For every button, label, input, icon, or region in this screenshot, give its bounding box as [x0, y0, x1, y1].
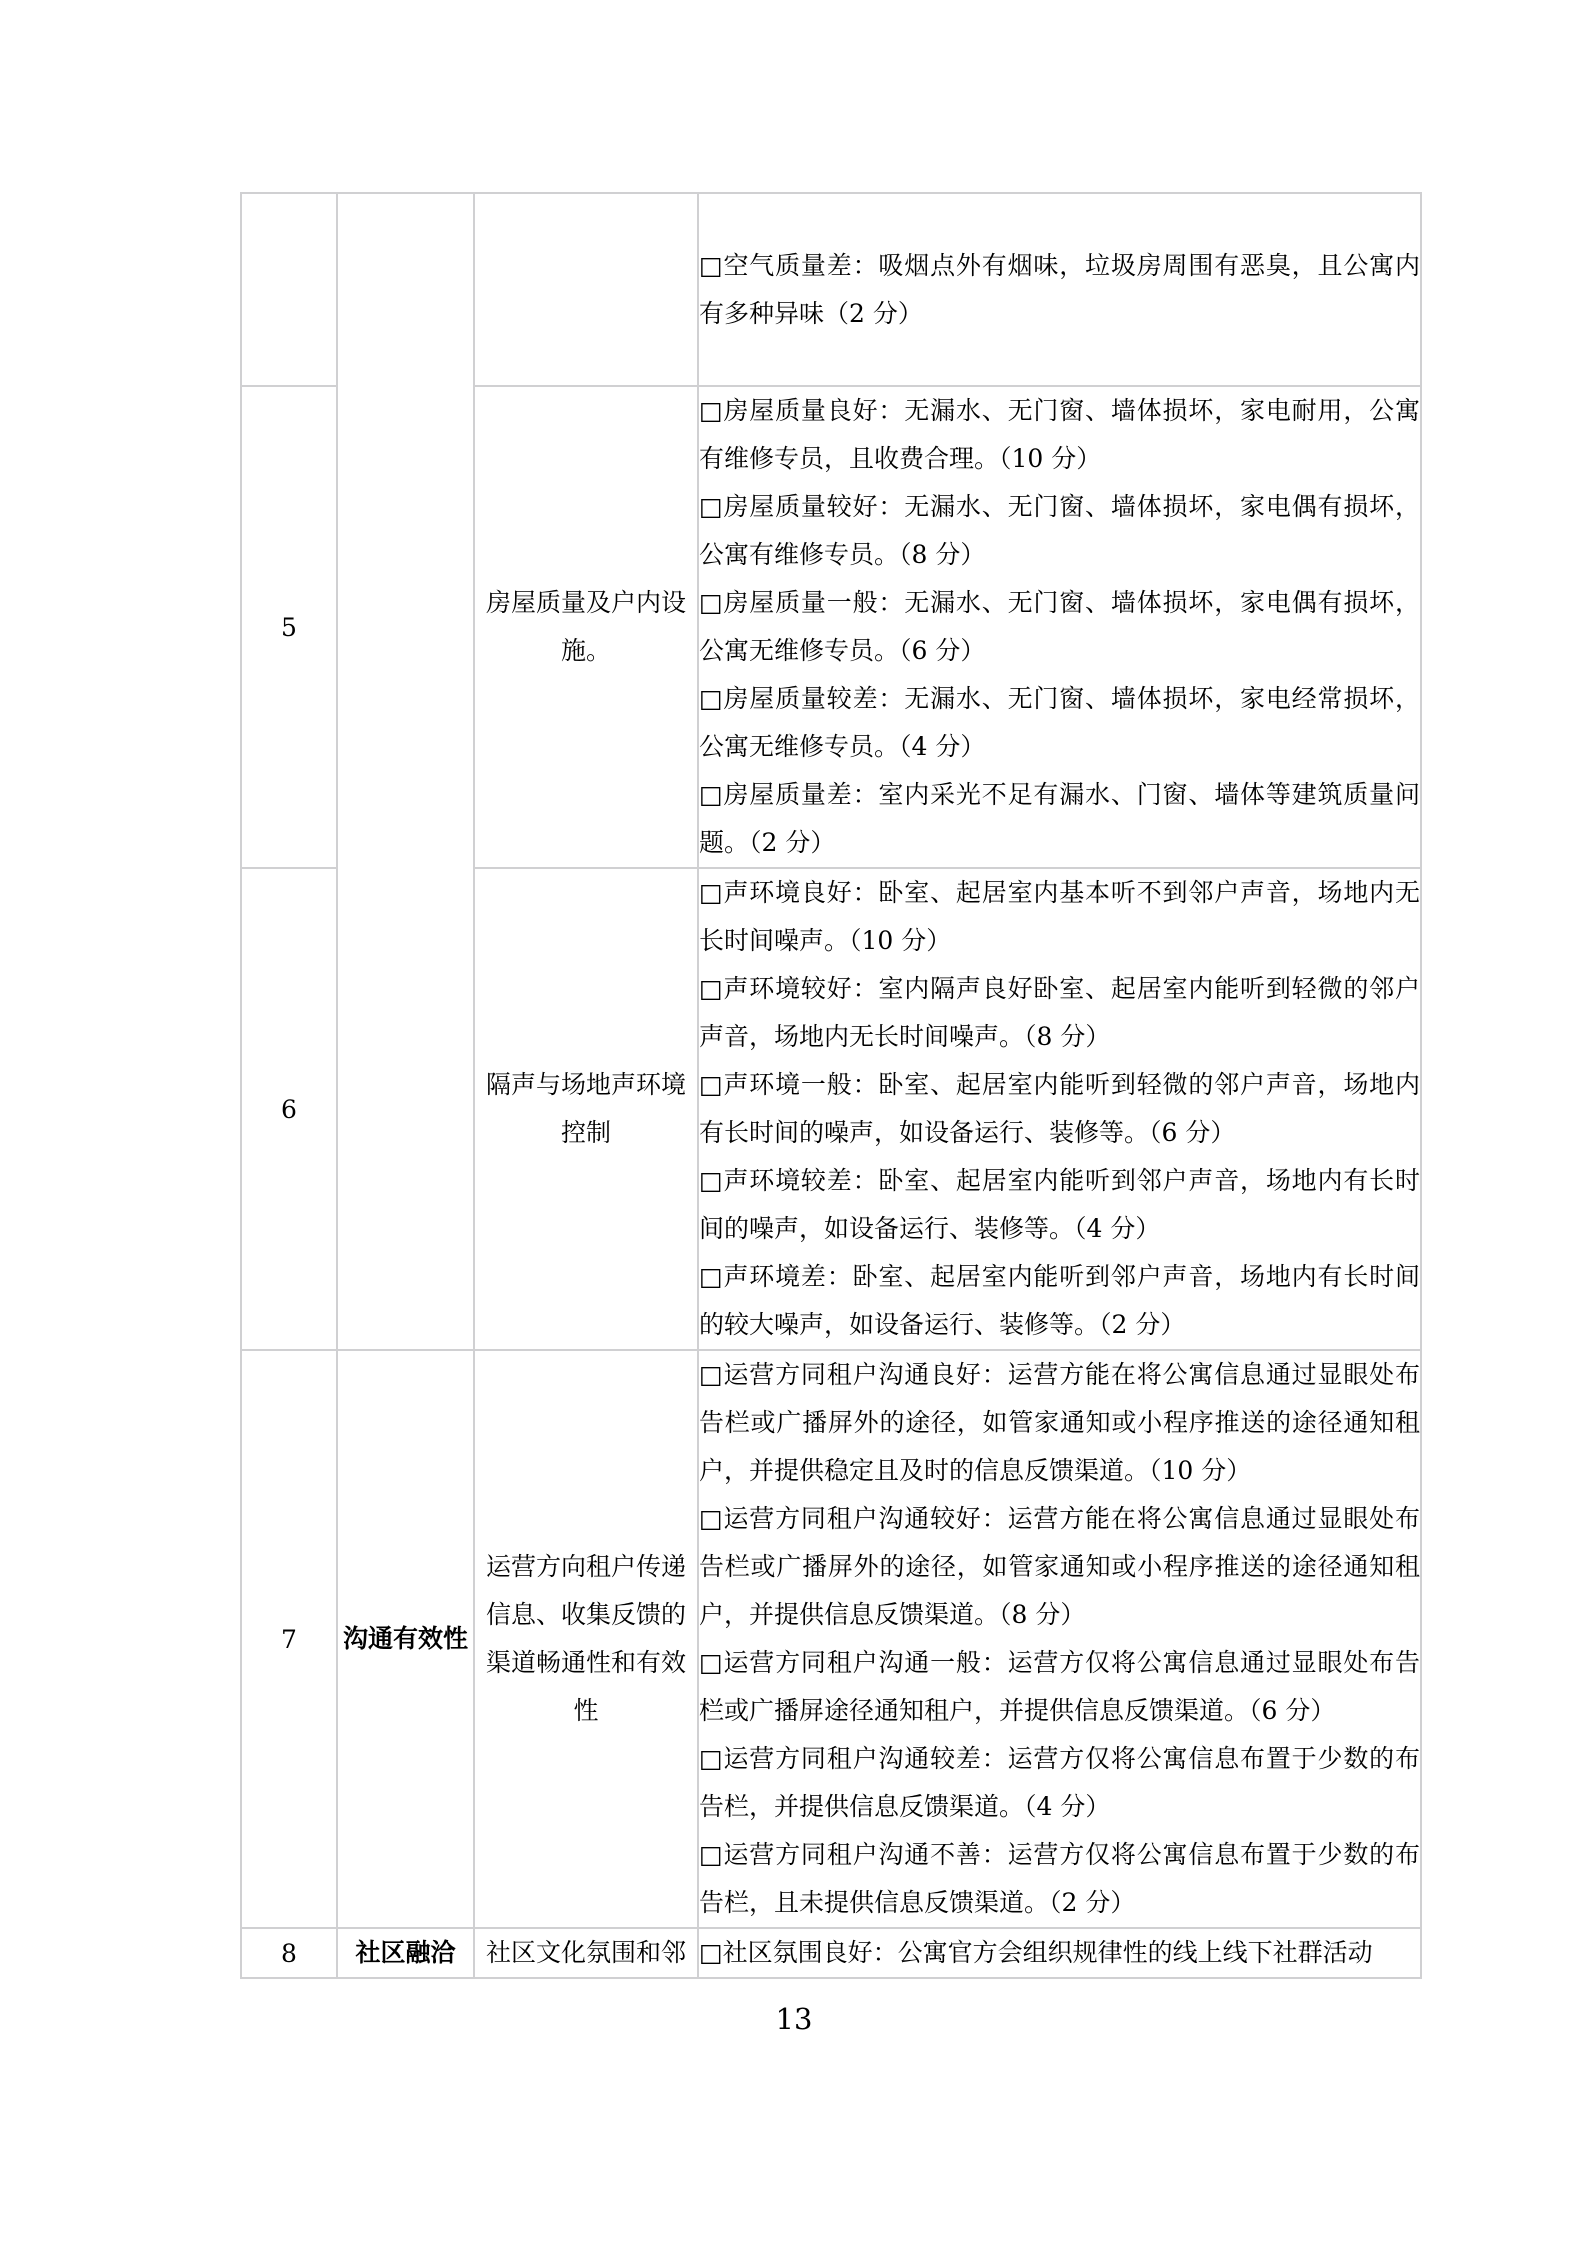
- criteria-item: □声环境一般：卧室、起居室内能听到轻微的邻户声音，场地内有长时间的噪声，如设备运行、装修等。（6 分）: [699, 1070, 1420, 1147]
- criteria-item: □房屋质量一般：无漏水、无门窗、墙体损坏，家电偶有损坏，公寓无维修专员。（6 分）: [699, 588, 1420, 665]
- category-cell: [337, 1928, 474, 1978]
- table-row-continued: [241, 193, 1421, 386]
- indicator-label: 运营方向租户传递信息、收集反馈的渠道畅通性和有效性: [485, 1552, 686, 1725]
- row-number-cell: [241, 1350, 337, 1928]
- criteria-item: □房屋质量较好：无漏水、无门窗、墙体损坏，家电偶有损坏，公寓有维修专员。（8 分）: [699, 492, 1420, 569]
- criteria-cell: [698, 868, 1421, 1350]
- row-number-cell: [241, 193, 337, 386]
- criteria-item: □房屋质量较差：无漏水、无门窗、墙体损坏，家电经常损坏，公寓无维修专员。（4 分）: [699, 684, 1420, 761]
- criteria-item: □运营方同租户沟通不善：运营方仅将公寓信息布置于少数的布告栏，且未提供信息反馈渠道。（2 分）: [699, 1840, 1420, 1917]
- criteria-item: □声环境较好：室内隔声良好卧室、起居室内能听到轻微的邻户声音，场地内无长时间噪声。（8 分）: [699, 974, 1420, 1051]
- criteria-item: □声环境良好：卧室、起居室内基本听不到邻户声音，场地内无长时间噪声。（10 分）: [699, 878, 1420, 955]
- criteria-item: □声环境差：卧室、起居室内能听到邻户声音，场地内有长时间的较大噪声，如设备运行、装修等。（2 分）: [699, 1262, 1420, 1339]
- category-label: 沟通有效性: [342, 1624, 468, 1653]
- row-number-cell: [241, 1928, 337, 1978]
- criteria-item: □运营方同租户沟通良好：运营方能在将公寓信息通过显眼处布告栏或广播屏外的途径，如管家通知或小程序推送的途径通知租户，并提供稳定且及时的信息反馈渠道。（10 分）: [699, 1360, 1420, 1485]
- row-number-cell: [241, 386, 337, 868]
- criteria-item: □社区氛围良好：公寓官方会组织规律性的线上线下社群活动: [699, 1938, 1373, 1967]
- category-cell: [337, 1350, 474, 1928]
- row-number: 8: [281, 1938, 297, 1968]
- criteria-item: □房屋质量差：室内采光不足有漏水、门窗、墙体等建筑质量问题。（2 分）: [699, 780, 1420, 857]
- category-cell-merged: [337, 193, 474, 1350]
- indicator-label: 房屋质量及户内设施。: [485, 588, 686, 665]
- row-number: 6: [281, 1094, 297, 1124]
- indicator-cell: [474, 386, 698, 868]
- category-label: 社区融洽: [355, 1938, 456, 1967]
- table-row-7: [241, 1350, 1421, 1928]
- evaluation-table: [240, 192, 1422, 1979]
- criteria-cell: [698, 193, 1421, 386]
- indicator-label: 社区文化氛围和邻: [485, 1938, 686, 1967]
- table-row-8: [241, 1928, 1421, 1978]
- indicator-cell: [474, 868, 698, 1350]
- row-number: 7: [281, 1624, 297, 1654]
- criteria-cell: [698, 1350, 1421, 1928]
- page-number: 13: [775, 2002, 813, 2036]
- row-number: 5: [281, 612, 297, 642]
- criteria-item: □房屋质量良好：无漏水、无门窗、墙体损坏，家电耐用，公寓有维修专员，且收费合理。（10 分）: [699, 396, 1420, 473]
- criteria-cell: [698, 1928, 1421, 1978]
- criteria-item: □运营方同租户沟通较差：运营方仅将公寓信息布置于少数的布告栏，并提供信息反馈渠道。（4 分）: [699, 1744, 1420, 1821]
- row-number-cell: [241, 868, 337, 1350]
- indicator-label: 隔声与场地声环境控制: [485, 1070, 686, 1147]
- criteria-item: □声环境较差：卧室、起居室内能听到邻户声音，场地内有长时间的噪声，如设备运行、装修等。（4 分）: [699, 1166, 1420, 1243]
- criteria-item: □运营方同租户沟通较好：运营方能在将公寓信息通过显眼处布告栏或广播屏外的途径，如管家通知或小程序推送的途径通知租户，并提供信息反馈渠道。（8 分）: [699, 1504, 1420, 1629]
- criteria-item: □空气质量差：吸烟点外有烟味，垃圾房周围有恶臭，且公寓内有多种异味（2 分）: [699, 250, 1420, 328]
- criteria-item: □运营方同租户沟通一般：运营方仅将公寓信息通过显眼处布告栏或广播屏途径通知租户，并提供信息反馈渠道。（6 分）: [699, 1648, 1420, 1725]
- indicator-cell: [474, 193, 698, 386]
- criteria-cell: [698, 386, 1421, 868]
- indicator-cell: [474, 1350, 698, 1928]
- indicator-cell: [474, 1928, 698, 1978]
